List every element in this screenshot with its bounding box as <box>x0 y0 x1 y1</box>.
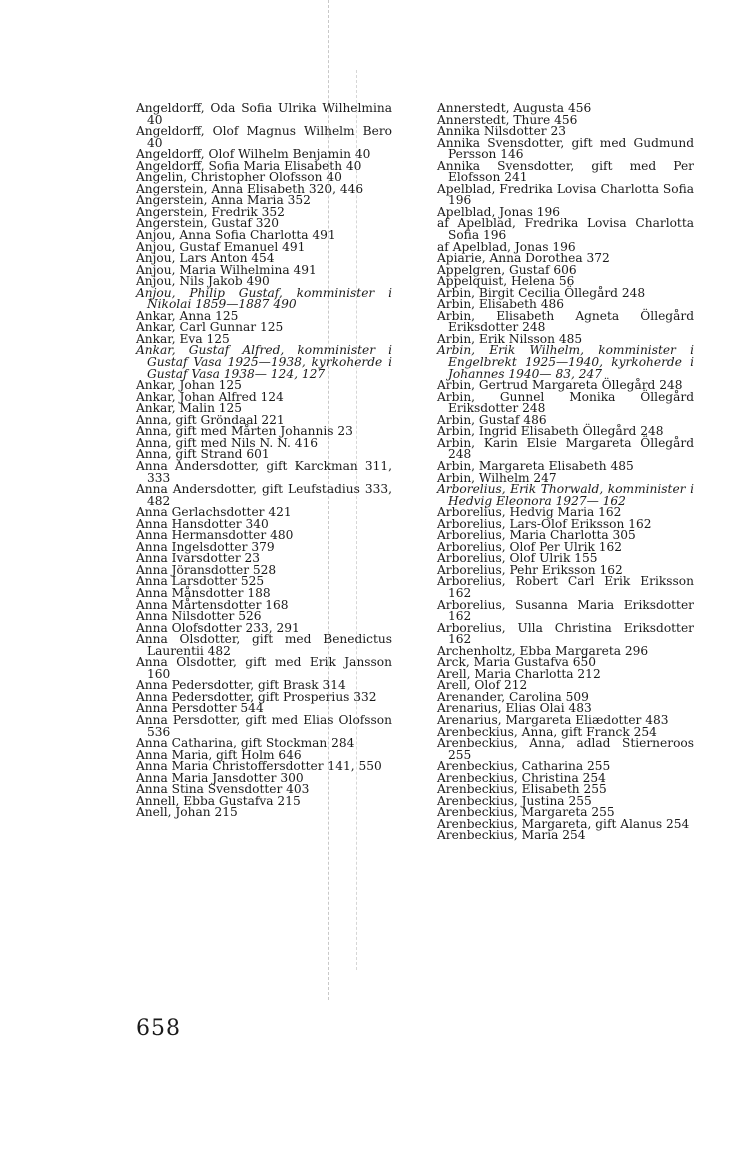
index-entry: Appelgren, Gustaf 606 <box>437 262 577 277</box>
index-entry: Anna Ivarsdotter 23 <box>136 551 261 566</box>
index-entry: Arbin, Karin Elsie Margareta Öllegård 248 <box>437 435 694 462</box>
index-entry: Angerstein, Fredrik 352 <box>136 204 285 219</box>
index-entry: Anna Olsdotter, gift med Erik Jansson 160 <box>136 655 392 681</box>
index-entry: Ankar, Johan 125 <box>136 378 242 393</box>
index-entry: Anna, gift Gröndaal 221 <box>136 412 285 427</box>
index-entry: Arenarius, Elias Olai 483 <box>437 701 592 716</box>
index-entry: Anna Andersdotter, gift Karckman 311, 333 <box>136 458 392 485</box>
index-entry: Anjou, Philip Gustaf, komminister i Nikolai 1859—1887 490 <box>136 285 392 312</box>
index-entry: Arell, Olof 212 <box>437 678 528 693</box>
index-entry: Arbin, Erik Wilhelm, komminister i Engelbrekt 1925—1940, kyrkoherde i Johannes 1940— 83, 247 <box>437 343 694 381</box>
index-entry: Anna Jöransdotter 528 <box>136 562 277 577</box>
index-entry: Annell, Ebba Gustafva 215 <box>136 793 301 808</box>
index-entry: Ankar, Anna 125 <box>136 308 239 323</box>
index-entry: Anjou, Lars Anton 454 <box>136 251 275 266</box>
index-entry: Arborelius, Pehr Eriksson 162 <box>437 562 623 577</box>
index-entry: af Apelblad, Fredrika Lovisa Charlotta Sofia 196 <box>437 216 694 243</box>
index-entry: Anna Mårtensdotter 168 <box>136 597 289 612</box>
index-entry: Arborelius, Olof Per Ulrik 162 <box>437 539 623 554</box>
index-entry: Anna Andersdotter, gift Leufstadius 333, 482 <box>136 482 392 508</box>
index-entry: Arborelius, Lars-Olof Eriksson 162 <box>437 516 652 531</box>
index-entry: Arbin, Ingrid Elisabeth Öllegård 248 <box>437 424 664 439</box>
index-entry: Arbin, Gunnel Monika Öllegård Eriksdotter 248 <box>437 389 694 416</box>
index-entry: Anna Maria Christoffersdotter 141, 550 <box>136 759 382 774</box>
index-column-left <box>136 103 392 819</box>
index-entry: Arbin, Birgit Cecilia Öllegård 248 <box>437 285 646 300</box>
index-entry: Ankar, Johan Alfred 124 <box>136 389 284 404</box>
index-entry: Arenbeckius, Catharina 255 <box>437 759 611 774</box>
index-entry: Arborelius, Robert Carl Erik Eriksson 162 <box>437 574 694 600</box>
index-entry: Anjou, Nils Jakob 490 <box>136 274 270 289</box>
index-entry: Anna Hermansdotter 480 <box>136 528 294 543</box>
index-entry: Anna Olsdotter, gift med Benedictus Laurentii 482 <box>136 632 392 658</box>
index-entry: Anjou, Anna Sofia Charlotta 491 <box>136 228 336 243</box>
index-entry: Arenbeckius, Anna, gift Franck 254 <box>437 724 657 739</box>
index-entry: Archenholtz, Ebba Margareta 296 <box>437 643 649 658</box>
index-entry: Annika Nilsdotter 23 <box>437 124 566 139</box>
index-entry: Arenbeckius, Elisabeth 255 <box>437 782 607 797</box>
index-entry: Anna, gift Strand 601 <box>136 447 270 462</box>
index-entry: Arenarius, Margareta Eliædotter 483 <box>437 712 669 727</box>
page-number: 658 <box>136 1016 181 1041</box>
index-entry: Anna Stina Svensdotter 403 <box>136 782 310 797</box>
index-column-right <box>437 103 694 842</box>
index-entry: Ankar, Malin 125 <box>136 401 243 416</box>
index-entry: Ankar, Carl Gunnar 125 <box>136 320 284 335</box>
index-entry: Annerstedt, Thure 456 <box>437 112 578 127</box>
index-entry: Angerstein, Anna Maria 352 <box>136 193 311 208</box>
index-entry: Arborelius, Maria Charlotta 305 <box>437 528 636 543</box>
index-entry: Arbin, Gertrud Margareta Öllegård 248 <box>437 378 683 393</box>
index-entry: Arenbeckius, Margareta 255 <box>437 805 615 820</box>
index-entry: Anna Hansdotter 340 <box>136 516 269 531</box>
index-entry: Anna Maria, gift Holm 646 <box>136 747 302 762</box>
index-entry: Anna Maria Jansdotter 300 <box>136 770 304 785</box>
index-entry: Arbin, Margareta Elisabeth 485 <box>437 458 634 473</box>
index-entry: Arborelius, Erik Thorwald, komminister i Hedvig Eleonora 1927— 162 <box>437 482 694 508</box>
index-entry: Anell, Johan 215 <box>136 805 238 820</box>
index-entry: Arck, Maria Gustafva 650 <box>437 655 596 670</box>
index-entry: af Apelblad, Jonas 196 <box>437 239 576 254</box>
index-entry: Arborelius, Ulla Christina Eriksdotter 162 <box>437 620 694 647</box>
index-entry: Annika Svensdotter, gift med Per Elofsson 241 <box>437 158 694 185</box>
index-entry: Anna Pedersdotter, gift Brask 314 <box>136 678 346 693</box>
index-entry: Anna, gift med Mårten Johannis 23 <box>136 424 353 439</box>
index-entry: Angeldorff, Olof Magnus Wilhelm Bero 40 <box>136 124 392 150</box>
index-entry: Angerstein, Anna Elisabeth 320, 446 <box>136 181 364 196</box>
index-entry: Ankar, Eva 125 <box>136 331 230 346</box>
index-entry: Arenbeckius, Justina 255 <box>437 793 592 808</box>
index-entry: Anna Catharina, gift Stockman 284 <box>136 736 355 751</box>
index-entry: Anjou, Maria Wilhelmina 491 <box>136 262 317 277</box>
index-entry: Arborelius, Hedvig Maria 162 <box>437 505 622 520</box>
index-entry: Arenander, Carolina 509 <box>437 689 589 704</box>
index-entry: Anna Månsdotter 188 <box>136 585 271 600</box>
index-entry: Annika Svensdotter, gift med Gudmund Persson 146 <box>437 135 694 162</box>
index-entry: Arenbeckius, Anna, adlad Stierneroos 255 <box>437 736 694 762</box>
index-entry: Arenbeckius, Margareta, gift Alanus 254 <box>437 816 690 831</box>
index-entry: Apiarie, Anna Dorothea 372 <box>437 251 610 266</box>
index-entry: Angeldorff, Olof Wilhelm Benjamin 40 <box>136 147 371 162</box>
index-entry: Angelin, Christopher Olofsson 40 <box>136 170 342 185</box>
index-entry: Angerstein, Gustaf 320 <box>136 216 280 231</box>
index-entry: Arenbeckius, Christina 254 <box>437 770 606 785</box>
index-entry: Anna Ingelsdotter 379 <box>136 539 275 554</box>
index-entry: Anna Larsdotter 525 <box>136 574 265 589</box>
index-entry: Arell, Maria Charlotta 212 <box>437 666 601 681</box>
index-entry: Arenbeckius, Maria 254 <box>437 828 586 843</box>
index-entry: Angeldorff, Sofia Maria Elisabeth 40 <box>136 158 362 173</box>
index-entry: Arbin, Elisabeth 486 <box>437 297 565 312</box>
index-entry: Angeldorff, Oda Sofia Ulrika Wilhelmina 40 <box>136 101 392 127</box>
index-entry: Appelquist, Helena 56 <box>437 274 575 289</box>
index-entry: Anna Nilsdotter 526 <box>136 609 262 624</box>
index-entry: Anjou, Gustaf Emanuel 491 <box>136 239 306 254</box>
index-entry: Anna Olofsdotter 233, 291 <box>136 620 300 635</box>
index-entry: Anna Pedersdotter, gift Prosperius 332 <box>136 689 377 704</box>
index-entry: Arbin, Wilhelm 247 <box>437 470 557 485</box>
index-entry: Anna Gerlachsdotter 421 <box>136 505 292 520</box>
index-entry: Arborelius, Susanna Maria Eriksdotter 162 <box>437 597 694 624</box>
index-entry: Annerstedt, Augusta 456 <box>437 101 592 115</box>
index-entry: Anna Persdotter, gift med Elias Olofsson 536 <box>136 712 392 739</box>
index-entry: Arbin, Erik Nilsson 485 <box>437 331 583 346</box>
index-entry: Arbin, Elisabeth Agneta Öllegård Eriksdotter 248 <box>437 308 694 335</box>
index-entry: Anna, gift med Nils N. N. 416 <box>136 435 319 450</box>
index-entry: Arbin, Gustaf 486 <box>437 412 547 427</box>
index-entry: Ankar, Gustaf Alfred, komminister i Gustaf Vasa 1925—1938, kyrkoherde i Gustaf Vasa 1938— 124, 127 <box>136 343 392 381</box>
index-entry: Apelblad, Fredrika Lovisa Charlotta Sofia 196 <box>437 181 694 208</box>
index-entry: Arborelius, Olof Ulrik 155 <box>437 551 598 566</box>
index-entry: Anna Persdotter 544 <box>136 701 264 716</box>
index-entry: Apelblad, Jonas 196 <box>437 204 560 219</box>
